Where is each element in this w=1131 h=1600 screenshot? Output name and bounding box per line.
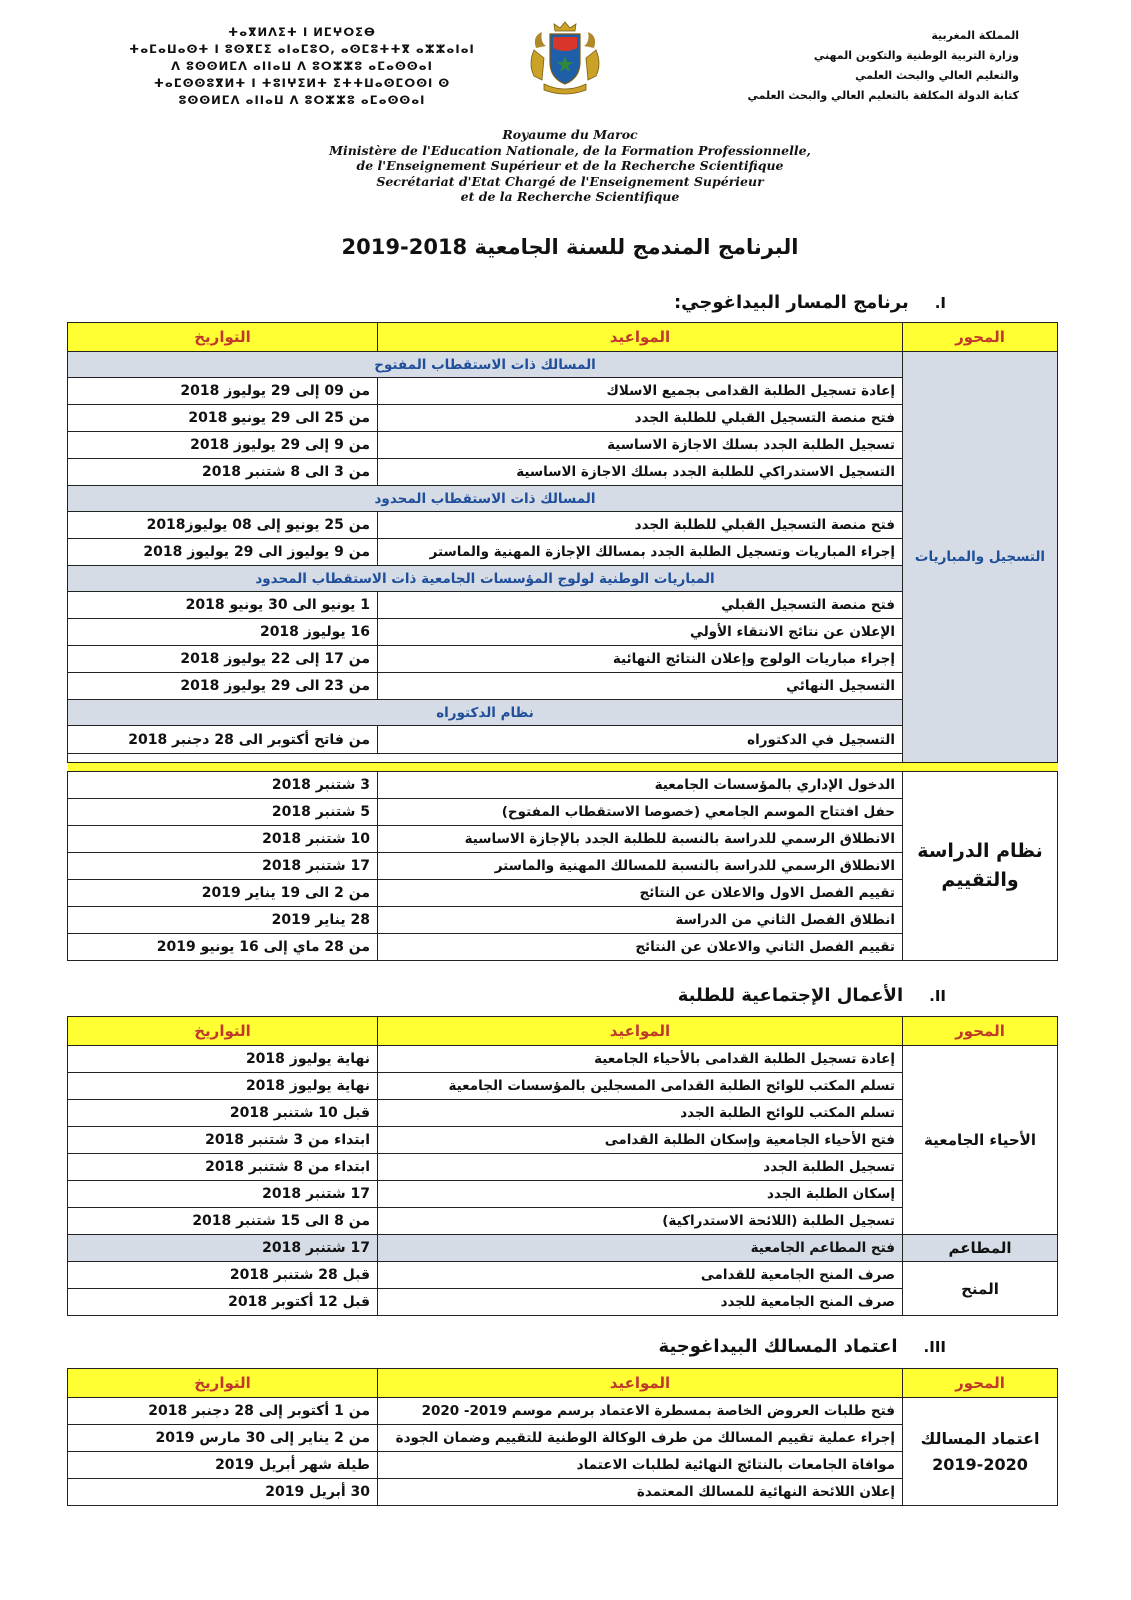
axis-study-evaluation: نظام الدراسة والتقييم — [903, 772, 1058, 961]
document-title: البرنامج المندمج للسنة الجامعية 2018-2019 — [341, 235, 799, 259]
event-cell: فتح منصة التسجيل القبلي — [378, 592, 903, 619]
arabic-line: وزارة التربية الوطنية والتكوين المهني — [813, 49, 1019, 62]
event-cell: صرف المنح الجامعية للجدد — [378, 1289, 903, 1316]
subsection-row — [68, 352, 1058, 378]
ministry-french-header — [250, 127, 890, 205]
french-line: Royaume du Maroc — [502, 127, 638, 142]
subsection-label: نظام الدكتوراه — [68, 700, 903, 726]
date-cell: 28 يناير 2019 — [68, 907, 378, 934]
date-cell: 17 شتنبر 2018 — [68, 853, 378, 880]
date-cell: من 28 ماي إلى 16 يونيو 2019 — [68, 934, 378, 961]
column-events: المواعيد — [378, 323, 903, 352]
date-cell: نهاية يوليوز 2018 — [68, 1073, 378, 1100]
event-cell: التسجيل الاستدراكي للطلبة الجدد بسلك الاجازة الاساسية — [378, 459, 903, 486]
table-row — [68, 1398, 1058, 1425]
date-cell: من 2 يناير إلى 30 مارس 2019 — [68, 1425, 378, 1452]
table-row — [68, 1262, 1058, 1289]
column-axis: المحور — [903, 1017, 1058, 1046]
event-cell: إسكان الطلبة الجدد — [378, 1181, 903, 1208]
event-cell: الإعلان عن نتائج الانتقاء الأولي — [378, 619, 903, 646]
event-cell: الانطلاق الرسمي للدراسة بالنسبة للمسالك المهنية والماستر — [378, 853, 903, 880]
event-cell: إجراء مباريات الولوج وإعلان النتائج النهائية — [378, 646, 903, 673]
column-dates: التواريخ — [68, 1369, 378, 1398]
section-2-heading — [678, 985, 946, 1006]
event-cell: انطلاق الفصل الثاني من الدراسة — [378, 907, 903, 934]
tifinagh-line: ⴷ ⵓⵙⵙⵍⵎⴷ ⴰⵏⵏⴰⵡ ⴷ ⵓⵔⵣⵣⵓ ⴰⵎⴰⵙⵙⴰⵏ — [171, 59, 433, 73]
coat-of-arms-icon — [524, 18, 606, 98]
ministry-arabic-header — [689, 26, 1019, 106]
event-cell: فتح طلبات العروض الخاصة بمسطرة الاعتماد برسم موسم 2019- 2020 — [378, 1398, 903, 1425]
column-axis: المحور — [903, 1369, 1058, 1398]
date-cell: من 09 إلى 29 يوليوز 2018 — [68, 378, 378, 405]
event-cell: إجراء المباريات وتسجيل الطلبة الجدد بمسالك الإجازة المهنية والماستر — [378, 539, 903, 566]
event-cell: الانطلاق الرسمي للدراسة بالنسبة للطلبة الجدد بالإجازة الاساسية — [378, 826, 903, 853]
table-header-row — [68, 1017, 1058, 1046]
tifinagh-line: ⵜⴰⵎⴰⵡⴰⵙⵜ ⵏ ⵓⵙⴳⵎⵉ ⴰⵏⴰⵎⵓⵔ, ⴰⵙⵎⵓⵜⵜⴳ ⴰⵣⵣⴰⵏⴰⵏ — [129, 42, 475, 56]
arabic-line: كتابة الدولة المكلفة بالتعليم العالي والبحث العلمي — [747, 89, 1019, 102]
date-cell: من 8 الى 15 شتنبر 2018 — [68, 1208, 378, 1235]
date-cell: 5 شتنبر 2018 — [68, 799, 378, 826]
axis-grants: المنح — [903, 1262, 1058, 1316]
event-cell: فتح المطاعم الجامعية — [378, 1235, 903, 1262]
event-cell: تقييم الفصل الثاني والاعلان عن النتائج — [378, 934, 903, 961]
date-cell: 1 يونيو الى 30 يونيو 2018 — [68, 592, 378, 619]
table-row — [68, 1235, 1058, 1262]
date-cell: من 3 الى 8 شتنبر 2018 — [68, 459, 378, 486]
tifinagh-line: ⵜⴰⵎⵙⵙⵓⴳⵍⵜ ⵏ ⵜⵓⵏⵖⵉⵍⵜ ⵉⵜⵜⵡⴰⵙⵎⵔⵙⵏ ⵙ — [153, 76, 451, 90]
event-cell: حفل افتتاح الموسم الجامعي (خصوصا الاستقطاب المفتوح) — [378, 799, 903, 826]
table-row — [68, 1046, 1058, 1073]
axis-housing: الأحياء الجامعية — [903, 1046, 1058, 1235]
date-cell: 3 شتنبر 2018 — [68, 772, 378, 799]
section-number: II. — [929, 987, 946, 1005]
event-cell: تسلم المكتب للوائح الطلبة القدامى المسجلين بالمؤسسات الجامعية — [378, 1073, 903, 1100]
date-cell: قبل 28 شتنبر 2018 — [68, 1262, 378, 1289]
table-row — [68, 772, 1058, 799]
date-cell: قبل 10 شتنبر 2018 — [68, 1100, 378, 1127]
date-cell: 30 أبريل 2019 — [68, 1479, 378, 1506]
french-line: et de la Recherche Scientifique — [460, 189, 680, 204]
date-cell: 16 يوليوز 2018 — [68, 619, 378, 646]
date-cell: من 25 يونيو إلى 08 يوليوز2018 — [68, 512, 378, 539]
date-cell: طيلة شهر أبريل 2019 — [68, 1452, 378, 1479]
date-cell: ابتداء من 8 شتنبر 2018 — [68, 1154, 378, 1181]
date-cell: من 25 الى 29 يونيو 2018 — [68, 405, 378, 432]
accreditation-table — [67, 1368, 1058, 1506]
event-cell: إجراء عملية تقييم المسالك من طرف الوكالة الوطنية للتقييم وضمان الجودة — [378, 1425, 903, 1452]
event-cell: إعادة تسجيل الطلبة القدامى بجميع الاسلاك — [378, 378, 903, 405]
column-dates: التواريخ — [68, 1017, 378, 1046]
subsection-label: المسالك ذات الاستقطاب المحدود — [68, 486, 903, 512]
section-title: اعتماد المسالك البيداغوجية — [658, 1336, 898, 1357]
event-cell: موافاة الجامعات بالنتائج النهائية لطلبات الاعتماد — [378, 1452, 903, 1479]
event-cell: الدخول الإداري بالمؤسسات الجامعية — [378, 772, 903, 799]
column-dates: التواريخ — [68, 323, 378, 352]
axis-registration: التسجيل والمباريات — [903, 352, 1058, 763]
event-cell: إعلان اللائحة النهائية للمسالك المعتمدة — [378, 1479, 903, 1506]
axis-accreditation: اعتماد المسالك 2020-2019 — [903, 1398, 1058, 1506]
event-cell: تسجيل الطلبة الجدد بسلك الاجازة الاساسية — [378, 432, 903, 459]
date-cell: ابتداء من 3 شتنبر 2018 — [68, 1127, 378, 1154]
event-cell: تسجيل الطلبة الجدد — [378, 1154, 903, 1181]
social-services-table — [67, 1016, 1058, 1316]
section-3-heading — [659, 1336, 946, 1357]
event-cell: إعادة تسجيل الطلبة القدامى بالأحياء الجامعية — [378, 1046, 903, 1073]
column-axis: المحور — [903, 323, 1058, 352]
pedagogical-program-table — [67, 322, 1058, 961]
date-cell: من 9 يوليوز الى 29 يوليوز 2018 — [68, 539, 378, 566]
subsection-label: المباريات الوطنية لولوج المؤسسات الجامعية ذات الاستقطاب المحدود — [68, 566, 903, 592]
section-title: برنامج المسار البيداغوجي: — [673, 292, 909, 313]
event-cell: فتح منصة التسجيل القبلي للطلبة الجدد — [378, 405, 903, 432]
event-cell: فتح الأحياء الجامعية وإسكان الطلبة القدامى — [378, 1127, 903, 1154]
event-cell: تسلم المكتب للوائح الطلبة الجدد — [378, 1100, 903, 1127]
date-cell: من 17 إلى 22 يوليوز 2018 — [68, 646, 378, 673]
date-cell: 10 شتنبر 2018 — [68, 826, 378, 853]
column-events: المواعيد — [378, 1017, 903, 1046]
date-cell: من 9 إلى 29 يوليوز 2018 — [68, 432, 378, 459]
french-line: Secrétariat d'Etat Chargé de l'Enseignement Supérieur — [376, 173, 764, 189]
event-cell: تسجيل الطلبة (اللائحة الاستدراكية) — [378, 1208, 903, 1235]
section-number: I. — [934, 294, 946, 312]
axis-restaurants: المطاعم — [903, 1235, 1058, 1262]
section-title: الأعمال الإجتماعية للطلبة — [677, 985, 904, 1006]
column-events: المواعيد — [378, 1369, 903, 1398]
separator-row — [68, 763, 1058, 772]
event-cell: التسجيل النهائي — [378, 673, 903, 700]
table-header-row — [68, 323, 1058, 352]
date-cell: 17 شتنبر 2018 — [68, 1235, 378, 1262]
date-cell: نهاية يوليوز 2018 — [68, 1046, 378, 1073]
ministry-tifinagh-header — [112, 24, 492, 109]
date-cell: قبل 12 أكتوبر 2018 — [68, 1289, 378, 1316]
event-cell: فتح منصة التسجيل القبلي للطلبة الجدد — [378, 512, 903, 539]
date-cell: من 2 الى 19 يناير 2019 — [68, 880, 378, 907]
section-number: III. — [923, 1338, 946, 1356]
section-1-heading — [674, 292, 946, 313]
date-cell: من فاتح أكتوبر الى 28 دجنبر 2018 — [68, 726, 378, 754]
subsection-label: المسالك ذات الاستقطاب المفتوح — [68, 352, 903, 378]
date-cell: من 1 أكتوبر إلى 28 دجنبر 2018 — [68, 1398, 378, 1425]
arabic-line: والتعليم العالي والبحث العلمي — [855, 69, 1019, 82]
table-header-row — [68, 1369, 1058, 1398]
tifinagh-line: ⵓⵙⵙⵍⵎⴷ ⴰⵏⵏⴰⵡ ⴷ ⵓⵔⵣⵣⵓ ⴰⵎⴰⵙⵙⴰⵏ — [178, 93, 426, 107]
event-cell: صرف المنح الجامعية للقدامى — [378, 1262, 903, 1289]
tifinagh-line: ⵜⴰⴳⵍⴷⵉⵜ ⵏ ⵍⵎⵖⵔⵉⴱ — [228, 25, 376, 39]
event-cell: تقييم الفصل الاول والاعلان عن النتائج — [378, 880, 903, 907]
french-line: de l'Enseignement Supérieur et de la Recherche Scientifique — [356, 158, 784, 173]
arabic-line: المملكة المغربية — [931, 29, 1019, 42]
event-cell: التسجيل في الدكتوراه — [378, 726, 903, 754]
french-line: Ministère de l'Education Nationale, de la Formation Professionnelle, — [329, 142, 811, 158]
date-cell: 17 شتنبر 2018 — [68, 1181, 378, 1208]
date-cell: من 23 الى 29 يوليوز 2018 — [68, 673, 378, 700]
